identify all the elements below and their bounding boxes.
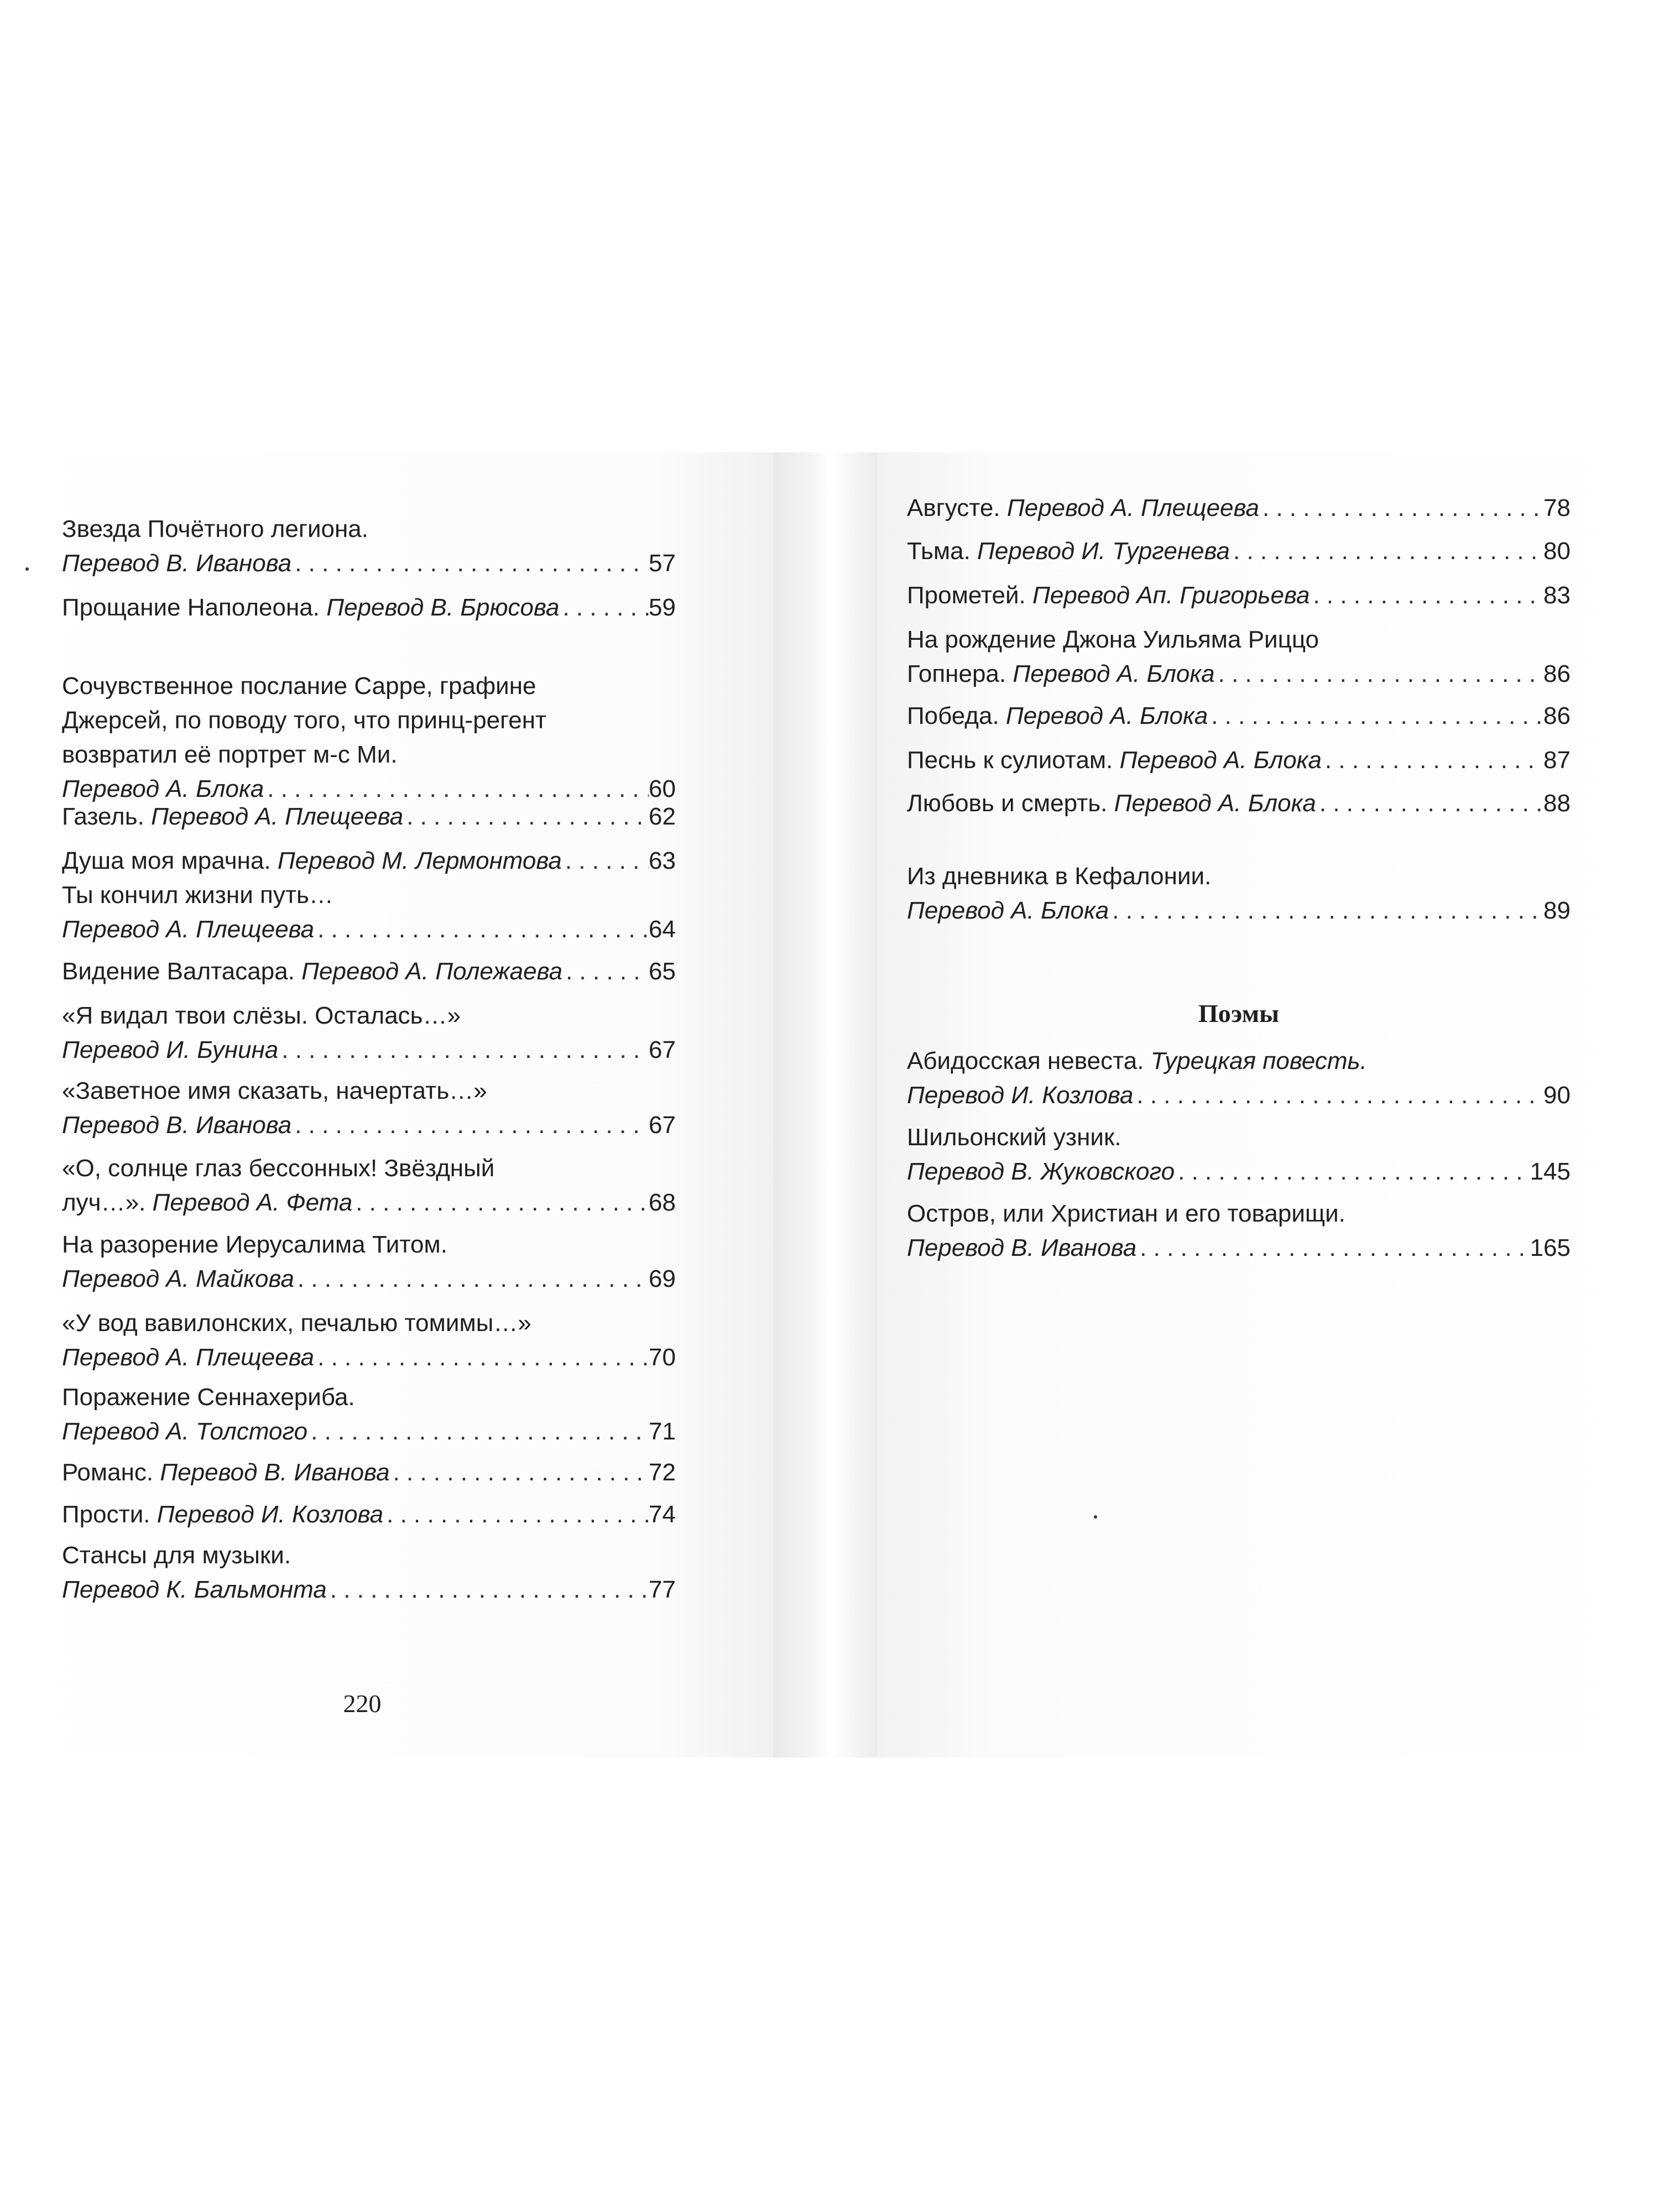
entry-translator: Перевод А. Плещеева <box>62 916 315 943</box>
entry-title <box>907 1078 1133 1113</box>
toc-entry <box>62 512 676 581</box>
entry-title: На рождение Джона Уильяма Риццо <box>907 626 1319 653</box>
entry-translator: Перевод К. Бальмонта <box>62 1576 327 1603</box>
print-speck <box>1094 1515 1097 1519</box>
toc-entry <box>62 800 676 834</box>
entry-title <box>907 894 1109 928</box>
toc-entry <box>907 491 1571 525</box>
entry-translator: Перевод А. Блока <box>1119 747 1322 774</box>
toc-entry-line <box>62 1262 676 1296</box>
leader-dots <box>1316 786 1543 821</box>
entry-title: Видение Валтасара. Перевод А. Полежаева <box>62 958 563 985</box>
entry-title: На разорение Иерусалима Титом. <box>62 1231 447 1258</box>
toc-entry-line <box>62 703 676 738</box>
entry-page-number: 86 <box>1543 660 1571 687</box>
entry-title: Газель. Перевод А. Плещеева <box>62 803 404 830</box>
entry-subtitle: Турецкая повесть. <box>1150 1047 1367 1074</box>
right-page <box>877 452 1659 1757</box>
toc-entry-line <box>62 512 676 546</box>
toc-entry-line <box>62 954 676 989</box>
toc-entry-line <box>907 859 1571 894</box>
entry-page-number: 80 <box>1543 538 1571 565</box>
entry-translator: Перевод В. Иванова <box>907 1234 1137 1261</box>
entry-page-number: 57 <box>649 550 676 577</box>
entry-title: Любовь и смерть. Перевод А. Блока <box>907 790 1316 817</box>
leader-dots <box>1175 1155 1530 1189</box>
toc-entry <box>907 1197 1571 1265</box>
toc-entry <box>62 1455 676 1490</box>
entry-translator: Перевод А. Плещеева <box>1006 494 1259 521</box>
leader-dots <box>562 844 649 878</box>
entry-page-number: 68 <box>649 1189 676 1216</box>
print-speck <box>25 567 29 571</box>
toc-entry <box>907 1120 1571 1189</box>
toc-entry-line <box>62 1380 676 1415</box>
toc-entry-line <box>907 786 1571 821</box>
entry-title: Шильонский узник. <box>907 1124 1121 1151</box>
entry-translator: Перевод А. Блока <box>1013 660 1215 687</box>
entry-title: Стансы для музыки. <box>62 1542 291 1569</box>
entry-translator: Перевод И. Козлова <box>156 1501 384 1528</box>
toc-entry <box>62 844 676 878</box>
toc-entry-line <box>907 743 1571 778</box>
entry-page-number: 77 <box>649 1576 676 1603</box>
entry-translator: Перевод А. Плещеева <box>151 803 404 830</box>
entry-title: Абидосская невеста. <box>907 1047 1151 1074</box>
entry-title: луч…». Перевод А. Фета <box>62 1189 353 1216</box>
entry-title <box>62 1573 327 1607</box>
leader-dots <box>291 546 649 581</box>
entry-translator: Перевод М. Лермонтова <box>277 847 562 874</box>
entry-title: Прости. Перевод И. Козлова <box>62 1501 384 1528</box>
toc-entry <box>907 699 1571 733</box>
entry-page-number: 90 <box>1543 1082 1571 1109</box>
section-heading: Поэмы <box>1198 999 1280 1027</box>
entry-page-number: 86 <box>1543 702 1571 729</box>
entry-translator: Перевод В. Жуковского <box>907 1158 1175 1185</box>
entry-page-number: 78 <box>1543 494 1571 521</box>
page-number: 220 <box>343 1689 382 1718</box>
entry-page-number: 74 <box>649 1501 676 1528</box>
toc-entry-line <box>62 1228 676 1262</box>
toc-entry <box>62 1538 676 1607</box>
entry-title <box>62 1262 294 1296</box>
toc-entry <box>907 743 1571 778</box>
entry-translator: Перевод И. Тургенева <box>977 538 1230 565</box>
toc-entry-line <box>62 912 676 947</box>
toc-entry-line <box>62 738 676 772</box>
toc-entry <box>62 669 676 806</box>
entry-title <box>62 912 314 947</box>
entry-translator: Перевод В. Брюсова <box>326 594 560 621</box>
entry-translator: Перевод А. Плещеева <box>62 1344 315 1371</box>
entry-title: Сочувственное послание Сарре, графине <box>62 672 536 700</box>
entry-title: Гопнера. Перевод А. Блока <box>907 660 1215 687</box>
entry-title: Песнь к сулиотам. Перевод А. Блока <box>907 747 1322 774</box>
toc-entry-line <box>907 1078 1571 1113</box>
toc-entry-line <box>62 591 676 625</box>
toc-entry-line <box>62 844 676 878</box>
entry-title <box>907 1155 1175 1189</box>
entry-page-number: 65 <box>649 958 676 985</box>
entry-title: Прометей. Перевод Ап. Григорьева <box>907 582 1310 609</box>
entry-page-number: 89 <box>1543 897 1571 924</box>
entry-translator: Перевод А. Фета <box>152 1189 353 1216</box>
leader-dots <box>1208 699 1543 733</box>
leader-dots <box>1230 534 1543 568</box>
toc-entry-line <box>62 1151 676 1186</box>
leader-dots <box>390 1455 649 1490</box>
entry-title: Душа моя мрачна. Перевод М. Лермонтова <box>62 847 562 874</box>
leader-dots <box>294 1262 649 1296</box>
leader-dots <box>327 1573 649 1607</box>
entry-translator: Перевод А. Толстого <box>62 1418 308 1445</box>
entry-page-number: 69 <box>649 1265 676 1292</box>
entry-translator: Перевод Ап. Григорьева <box>1032 582 1310 609</box>
leader-dots <box>562 954 649 989</box>
entry-page-number: 67 <box>649 1112 676 1139</box>
leader-dots <box>278 1033 649 1067</box>
entry-page-number: 59 <box>649 594 676 621</box>
toc-entry-line <box>62 1186 676 1220</box>
entry-title: Прощание Наполеона. Перевод В. Брюсова <box>62 594 560 621</box>
leader-dots <box>1215 657 1543 691</box>
entry-translator: Перевод А. Блока <box>907 897 1109 924</box>
toc-entry-line <box>62 1415 676 1449</box>
entry-page-number: 64 <box>649 916 676 943</box>
leader-dots <box>314 1340 649 1375</box>
entry-title: Остров, или Христиан и его товарищи. <box>907 1200 1345 1227</box>
toc-entry-line <box>907 578 1571 613</box>
toc-entry <box>907 786 1571 821</box>
entry-page-number: 60 <box>649 775 676 802</box>
leader-dots <box>1259 491 1543 525</box>
toc-entry <box>62 1074 676 1142</box>
entry-page-number: 83 <box>1543 582 1571 609</box>
toc-entry-line <box>62 1306 676 1340</box>
entry-title: Победа. Перевод А. Блока <box>907 702 1208 729</box>
toc-entry-line <box>62 1573 676 1607</box>
toc-entry <box>907 859 1571 928</box>
toc-entry-line <box>62 1498 676 1532</box>
entry-page-number: 165 <box>1530 1234 1571 1261</box>
entry-title <box>62 1033 278 1067</box>
entry-page-number: 145 <box>1530 1158 1571 1185</box>
entry-translator: Перевод А. Полежаева <box>301 958 563 985</box>
toc-entry <box>62 999 676 1067</box>
entry-page-number: 72 <box>649 1459 676 1486</box>
toc-entry-line <box>907 1197 1571 1231</box>
entry-title: Поражение Сеннахериба. <box>62 1384 355 1411</box>
toc-entry-line <box>907 623 1571 657</box>
entry-title <box>62 546 291 581</box>
entry-title: Тьма. Перевод И. Тургенева <box>907 538 1230 565</box>
entry-page-number: 88 <box>1543 790 1571 817</box>
leader-dots <box>307 1415 649 1449</box>
toc-entry-line <box>62 1538 676 1573</box>
entry-translator: Перевод В. Иванова <box>62 550 292 577</box>
entry-title: возвратил её портрет м-с Ми. <box>62 741 398 768</box>
book-gutter <box>773 452 877 1757</box>
leader-dots <box>1310 578 1543 613</box>
toc-entry <box>62 954 676 989</box>
toc-entry <box>62 1306 676 1375</box>
entry-title: Из дневника в Кефалонии. <box>907 863 1212 890</box>
toc-entry-line <box>62 669 676 703</box>
entry-page-number: 70 <box>649 1344 676 1371</box>
toc-entry-line <box>62 1108 676 1142</box>
entry-translator: Перевод А. Блока <box>62 775 264 802</box>
entry-translator: Перевод А. Майкова <box>62 1265 294 1292</box>
entry-title <box>62 1340 314 1375</box>
entry-page-number: 87 <box>1543 747 1571 774</box>
entry-title: Ты кончил жизни путь… <box>62 881 333 909</box>
entry-title: «Я видал твои слёзы. Осталась…» <box>62 1002 461 1029</box>
leader-dots <box>559 591 649 625</box>
entry-translator: Перевод В. Иванова <box>160 1459 390 1486</box>
toc-entry-line <box>62 546 676 581</box>
entry-title: «Заветное имя сказать, начертать…» <box>62 1077 487 1104</box>
entry-translator: Перевод В. Иванова <box>62 1112 292 1139</box>
toc-entry-line <box>62 1455 676 1490</box>
entry-title <box>62 1415 307 1449</box>
entry-page-number: 63 <box>649 847 676 874</box>
entry-title: «У вод вавилонских, печалью томимы…» <box>62 1310 531 1337</box>
entry-translator: Перевод А. Блока <box>1114 790 1316 817</box>
toc-entry-line <box>62 1033 676 1067</box>
leader-dots <box>1322 743 1543 778</box>
toc-entry-line <box>907 1231 1571 1265</box>
toc-entry-line <box>62 878 676 912</box>
toc-entry <box>62 1228 676 1296</box>
entry-title: Августе. Перевод А. Плещеева <box>907 494 1259 521</box>
toc-entry <box>907 1044 1571 1113</box>
entry-translator: Перевод И. Бунина <box>62 1036 279 1063</box>
toc-entry-line <box>62 1340 676 1375</box>
entry-title <box>907 1231 1136 1265</box>
toc-entry-line <box>62 1074 676 1108</box>
toc-entry-line <box>907 657 1571 691</box>
toc-entry-line <box>907 1120 1571 1155</box>
toc-entry-line <box>907 491 1571 525</box>
toc-entry-line <box>907 534 1571 568</box>
leader-dots <box>383 1498 649 1532</box>
leader-dots <box>1133 1078 1543 1113</box>
entry-page-number: 67 <box>649 1036 676 1063</box>
leader-dots <box>291 1108 649 1142</box>
leader-dots <box>1109 894 1543 928</box>
entry-translator: Перевод И. Козлова <box>907 1082 1134 1109</box>
toc-entry <box>907 534 1571 568</box>
entry-title <box>62 1108 291 1142</box>
toc-entry <box>62 878 676 947</box>
toc-entry <box>62 1151 676 1220</box>
entry-page-number: 62 <box>649 803 676 830</box>
toc-entry <box>907 578 1571 613</box>
entry-translator: Перевод А. Блока <box>1005 702 1208 729</box>
toc-entry <box>907 623 1571 691</box>
entry-title: «О, солнце глаз бессонных! Звёздный <box>62 1155 495 1182</box>
leader-dots <box>1136 1231 1530 1265</box>
left-page <box>0 452 773 1757</box>
toc-entry-line <box>62 800 676 834</box>
leader-dots <box>352 1186 649 1220</box>
toc-entry <box>62 1498 676 1532</box>
toc-entry-line <box>907 699 1571 733</box>
toc-entry <box>62 1380 676 1449</box>
entry-page-number: 71 <box>649 1418 676 1445</box>
entry-title: Романс. Перевод В. Иванова <box>62 1459 390 1486</box>
toc-entry-line <box>907 1155 1571 1189</box>
entry-title: Джерсей, по поводу того, что принц-регент <box>62 707 547 734</box>
toc-entry-line <box>907 1044 1571 1078</box>
toc-entry <box>62 591 676 625</box>
toc-entry-line <box>62 999 676 1033</box>
toc-entry-line <box>907 894 1571 928</box>
leader-dots <box>403 800 649 834</box>
leader-dots <box>314 912 649 947</box>
entry-title: Звезда Почётного легиона. <box>62 515 368 542</box>
